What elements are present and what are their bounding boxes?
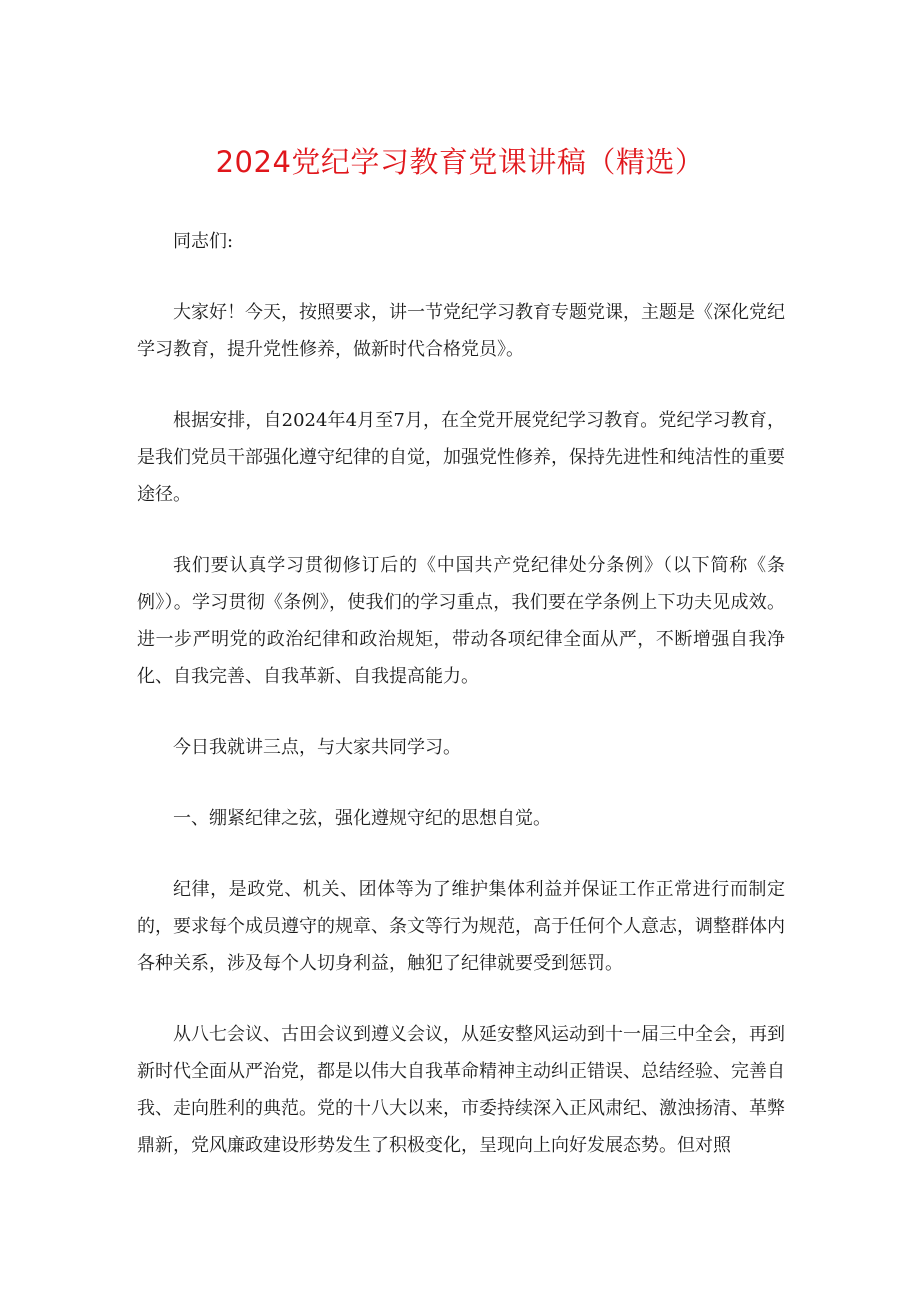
paragraph-greeting: 大家好！今天，按照要求，讲一节党纪学习教育专题党课，主题是《深化党纪学习教育，提升党性修养，做新时代合格党员》。 <box>137 302 785 360</box>
paragraph-history: 从八七会议、古田会议到遵义会议，从延安整风运动到十一届三中全会，再到新时代全面从严治党，都是以伟大自我革命精神主动纠正错误、总结经验、完善自我、走向胜利的典范。党的十八大以来，市委持续深入正风肃纪、激浊扬清、革弊鼎新，党风廉政建设形势发生了积极变化，呈现向上向好发展态势。但对照 <box>137 1024 785 1156</box>
document-title: 2024党纪学习教育党课讲稿（精选） <box>215 145 705 179</box>
paragraph-arrangement: 根据安排，自2024年4月至7月，在全党开展党纪学习教育。党纪学习教育，是我们党员干部强化遵守纪律的自觉，加强党性修养，保持先进性和纯洁性的重要途径。 <box>137 410 785 505</box>
paragraph-three-points: 今日我就讲三点，与大家共同学习。 <box>173 737 461 758</box>
document-body <box>137 223 785 1198</box>
paragraph-discipline-definition: 纪律，是政党、机关、团体等为了维护集体利益并保证工作正常进行而制定的，要求每个成员遵守的规章、条文等行为规范，高于任何个人意志，调整群体内各种关系，涉及每个人切身利益，触犯了纪律就要受到惩罚。 <box>137 879 785 974</box>
paragraph-regulations: 我们要认真学习贯彻修订后的《中国共产党纪律处分条例》（以下简称《条例》）。学习贯彻《条例》，使我们的学习重点，我们要在学条例上下功夫见成效。进一步严明党的政治纪律和政治规矩，带动各项纪律全面从严，不断增强自我净化、自我完善、自我革新、自我提高能力。 <box>137 555 785 687</box>
section-heading-1: 一、绷紧纪律之弦，强化遵规守纪的思想自觉。 <box>173 808 551 829</box>
salutation: 同志们: <box>173 231 234 252</box>
